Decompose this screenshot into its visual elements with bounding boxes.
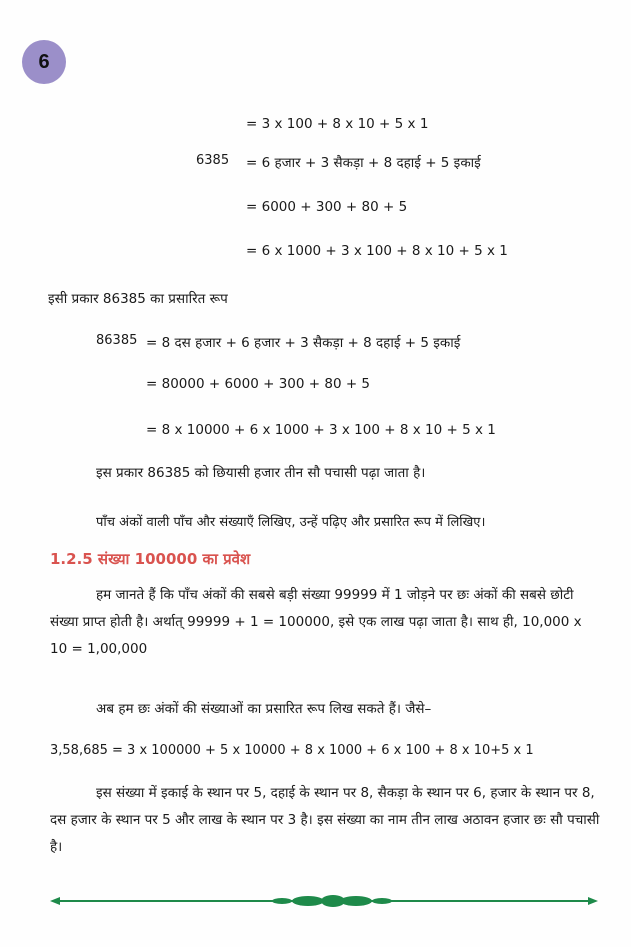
block2-line-2: = 80000 + 6000 + 300 + 80 + 5 bbox=[146, 376, 371, 392]
block1-line-3: = 6000 + 300 + 80 + 5 bbox=[246, 199, 408, 215]
block1-line-4: = 6 x 1000 + 3 x 100 + 8 x 10 + 5 x 1 bbox=[246, 243, 508, 259]
decorative-divider bbox=[50, 893, 598, 909]
paragraph-1: हम जानते हैं कि पाँच अंकों की सबसे बड़ी संख्या 99999 में 1 जोड़ने पर छः अंकों की सबसे छोटी संख्या प्राप्त होती है। अर्थात् 99999 + 1 = 100000, इसे एक लाख पढ़ा जाता है। साथ ही, 10,000 x 10 = 1,00,000 bbox=[50, 587, 582, 657]
block1-label: 6385 bbox=[196, 153, 230, 168]
paragraph-2: अब हम छः अंकों की संख्याओं का प्रसारित रूप लिख सकते हैं। जैसे– bbox=[96, 701, 432, 717]
block1-line-2: = 6 हजार + 3 सैकड़ा + 8 दहाई + 5 इकाई bbox=[246, 155, 481, 171]
exercise-line: पाँच अंकों वाली पाँच और संख्याएँ लिखिए, उन्हें पढ़िए और प्रसारित रूप में लिखिए। bbox=[96, 515, 486, 530]
intro-line: इसी प्रकार 86385 का प्रसारित रूप bbox=[48, 291, 228, 307]
block2-label: 86385 bbox=[96, 333, 138, 348]
read-line: इस प्रकार 86385 को छियासी हजार तीन सौ पचासी पढ़ा जाता है। bbox=[96, 465, 426, 481]
expansion-line: 3,58,685 = 3 x 100000 + 5 x 10000 + 8 x 1000 + 6 x 100 + 8 x 10+5 x 1 bbox=[50, 743, 534, 758]
page-number-badge: 6 bbox=[22, 40, 66, 84]
block2-line-3: = 8 x 10000 + 6 x 1000 + 3 x 100 + 8 x 10 + 5 x 1 bbox=[146, 422, 496, 438]
block1-line-1: = 3 x 100 + 8 x 10 + 5 x 1 bbox=[246, 116, 429, 132]
paragraph-3: इस संख्या में इकाई के स्थान पर 5, दहाई के स्थान पर 8, सैकड़ा के स्थान पर 6, हजार के स्थान पर 8, दस हजार के स्थान पर 5 और लाख के स्थान पर 3 है। इस संख्या का नाम तीन लाख अठावन हजार छः सौ पचासी है। bbox=[50, 785, 600, 855]
block2-line-1: = 8 दस हजार + 6 हजार + 3 सैकड़ा + 8 दहाई + 5 इकाई bbox=[146, 335, 461, 351]
section-heading: 1.2.5 संख्या 100000 का प्रवेश bbox=[50, 550, 251, 568]
